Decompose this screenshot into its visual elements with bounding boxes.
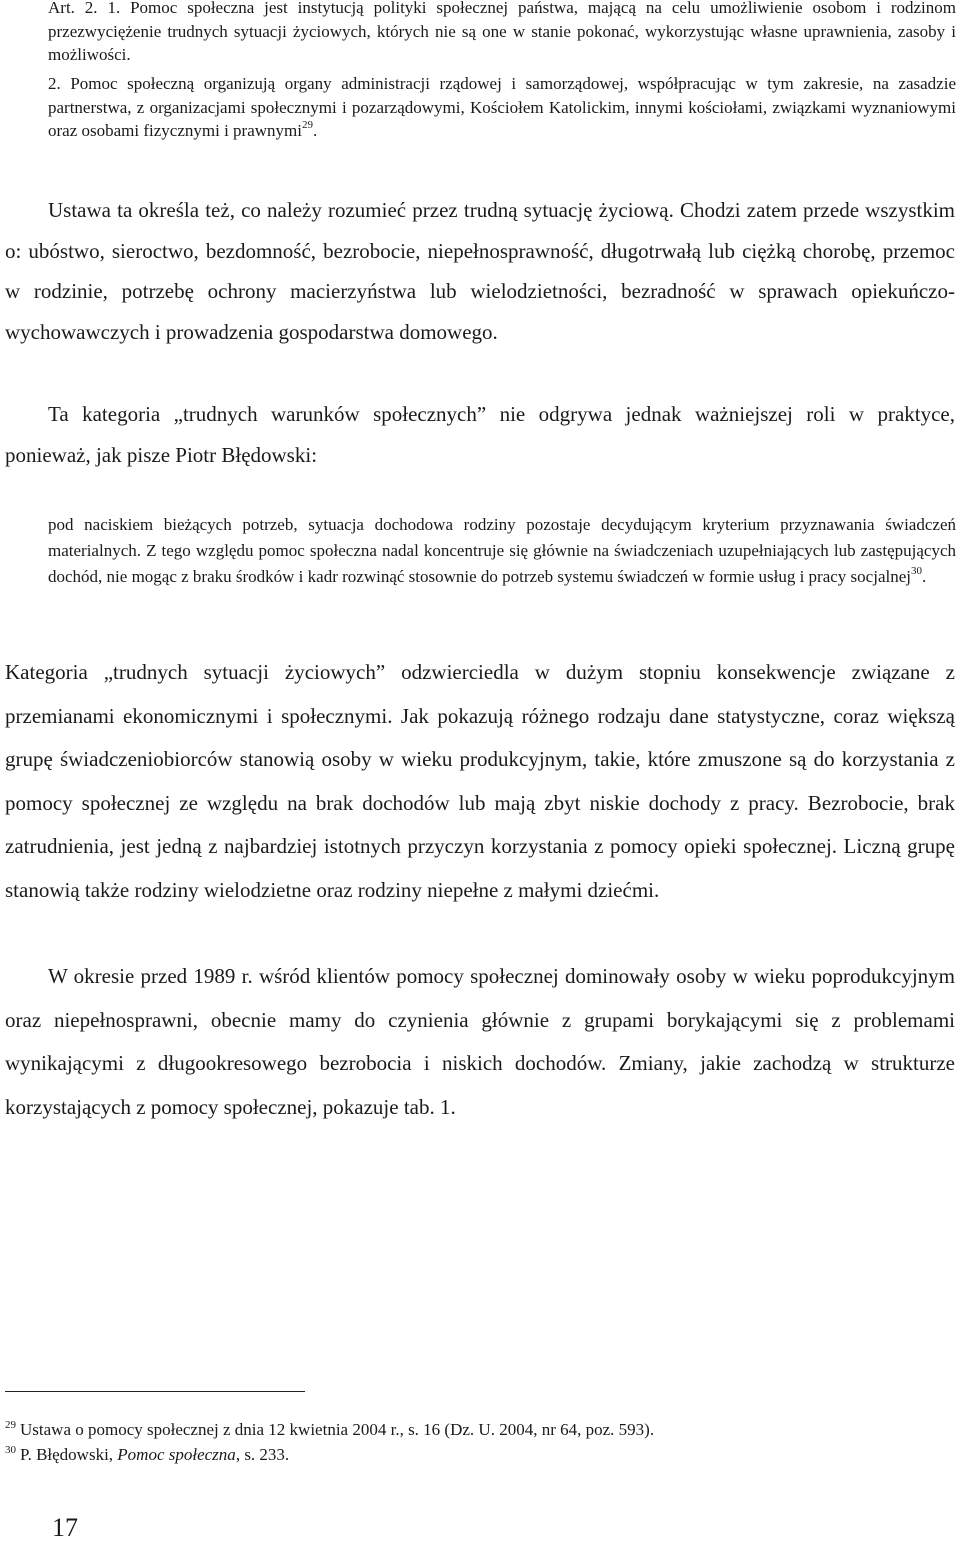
body-paragraph-consequences-text: Kategoria „trudnych sytuacji życiowych” odzwierciedla w dużym stopniu konsekwencje związane z przemianami ekonomicznymi i społecznymi. Jak pokazują różnego rodzaju dane statystyczne, coraz większą grupę świadczeniobiorców stanowią osoby w wieku produkcyjnym, takie, które zmuszone są do korzystania z pomocy społecznej ze względu na brak dochodów lub mają zbyt niskie dochody z pracy. Bezrobocie, brak zatrudnienia, jest jedną z najbardziej istotnych przyczyn korzystania z pomocy opieki społecznej. Liczną grupę stanowią także rodziny wielodzietne oraz rodziny niepełne z małymi dziećmi. (5, 660, 955, 902)
statute-paragraph-2-end: . (312, 121, 318, 140)
footnote-29-text: Ustawa o pomocy społecznej z dnia 12 kwietnia 2004 r., s. 16 (Dz. U. 2004, nr 64, poz. 593). (20, 1420, 655, 1439)
body-paragraph-category (5, 394, 955, 475)
body-paragraph-consequences (5, 651, 955, 912)
statute-paragraph-2-text: 2. Pomoc społeczną organizują organy administracji rządowej i samorządowej, współpracując w tym zakresie, na zasadzie partnerstwa, z organizacjami społecznymi i pozarządowymi, Kościołem Katolickim, innymi kościołami, związkami wyznaniowymi oraz osobami fizycznymi i prawnymi (48, 74, 956, 140)
footnote-30-number: 30 (5, 1444, 16, 1456)
footnote-29 (5, 1418, 955, 1444)
footnote-30-pages: , s. 233. (235, 1445, 290, 1464)
body-paragraph-category-text: Ta kategoria „trudnych warunków społecznych” nie odgrywa jednak ważniejszej roli w praktyce, ponieważ, jak pisze Piotr Błędowski: (5, 402, 955, 467)
statute-paragraph-2 (48, 72, 956, 143)
footnote-30 (5, 1443, 955, 1469)
footnote-30-title: Pomoc społeczna (117, 1445, 236, 1464)
block-quote-end: . (921, 567, 927, 586)
footnote-ref-30[interactable]: 30 (910, 565, 922, 578)
body-paragraph-history (5, 955, 955, 1129)
statute-paragraph-1 (48, 0, 956, 67)
block-quote-text: pod naciskiem bieżących potrzeb, sytuacja dochodowa rodziny pozostaje decydującym kryterium przyznawania świadczeń materialnych. Z tego względu pomoc społeczna nadal koncentruje się głównie na świadczeniach uzupełniających lub zastępujących dochód, nie mogąc z braku środków i kadr rozwinąć stosownie do potrzeb systemu świadczeń w formie usług i pracy socjalnej (48, 515, 956, 586)
block-quote (48, 512, 956, 590)
page-number: 17 (52, 1513, 78, 1542)
body-paragraph-definition (5, 190, 955, 352)
footnote-separator (5, 1391, 305, 1392)
footnote-29-number: 29 (5, 1419, 16, 1431)
footnote-30-author: P. Błędowski, (20, 1445, 118, 1464)
body-paragraph-history-text: W okresie przed 1989 r. wśród klientów pomocy społecznej dominowały osoby w wieku poprodukcyjnym oraz niepełnosprawni, obecnie mamy do czynienia głównie z grupami borykającymi się z problemami wynikającymi z długookresowego bezrobocia i niskich dochodów. Zmiany, jakie zachodzą w strukturze korzystających z pomocy społecznej, pokazuje tab. 1. (5, 964, 955, 1119)
statute-paragraph-1-text: Art. 2. 1. Pomoc społeczna jest instytucją polityki społecznej państwa, mającą na celu umożliwienie osobom i rodzinom przezwyciężenie trudnych sytuacji życiowych, których nie są one w stanie pokonać, wykorzystując własne uprawnienia, zasoby i możliwości. (48, 0, 956, 64)
footnote-ref-29[interactable]: 29 (301, 119, 313, 132)
body-paragraph-definition-text: Ustawa ta określa też, co należy rozumieć przez trudną sytuację życiową. Chodzi zatem przede wszystkim o: ubóstwo, sieroctwo, bezdomność, bezrobocie, niepełnosprawność, długotrwałą lub ciężką chorobę, przemoc w rodzinie, potrzebę ochrony macierzyństwa lub wielodzietności, bezradność w sprawach opiekuńczo-wychowawczych i prowadzenia gospodarstwa domowego. (5, 198, 955, 344)
